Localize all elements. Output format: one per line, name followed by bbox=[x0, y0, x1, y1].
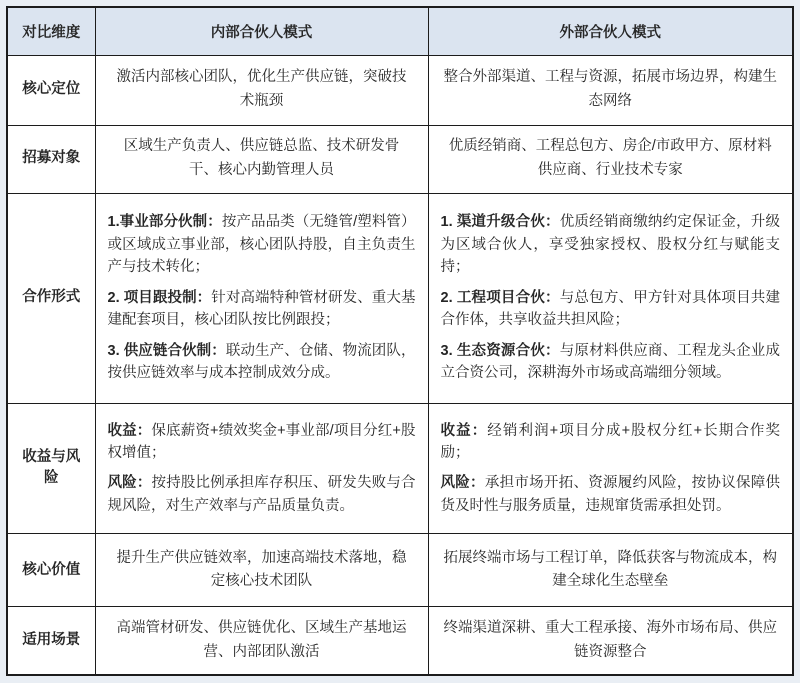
cell-risk-internal bbox=[95, 403, 428, 534]
row-label-core-positioning: 核心定位 bbox=[7, 55, 95, 125]
form-external-item-2: 2. 工程项目合伙：与总包方、甲方针对具体项目共建合作体，共享收益共担风险； bbox=[440, 289, 781, 329]
cell-risk-external bbox=[428, 403, 793, 534]
cell-form-internal bbox=[95, 193, 428, 403]
header-row bbox=[7, 7, 793, 55]
row-applicable-scene bbox=[7, 607, 793, 675]
row-recruit-target bbox=[7, 125, 793, 193]
cell-positioning-external: 整合外部渠道、工程与资源，拓展市场边界，构建生态网络 bbox=[428, 55, 793, 125]
risk-external-income: 收益：经销利润+项目分成+股权分红+长期合作奖励； bbox=[440, 422, 781, 461]
row-label-recruit-target: 招募对象 bbox=[7, 125, 95, 193]
form-external-item-1: 1. 渠道升级合伙：优质经销商缴纳约定保证金，升级为区域合伙人，享受独家授权、股权分红与赋能支持； bbox=[440, 214, 781, 276]
row-label-income-risk: 收益与风险 bbox=[7, 403, 95, 534]
header-internal-model: 内部合伙人模式 bbox=[95, 7, 428, 55]
row-income-risk bbox=[7, 403, 793, 534]
header-external-model: 外部合伙人模式 bbox=[428, 7, 793, 55]
cell-recruit-external: 优质经销商、工程总包方、房企/市政甲方、原材料供应商、行业技术专家 bbox=[428, 125, 793, 193]
row-cooperation-form bbox=[7, 193, 793, 403]
cell-scene-internal: 高端管材研发、供应链优化、区域生产基地运营、内部团队激活 bbox=[95, 607, 428, 675]
form-internal-item-1: 1.事业部分伙制：按产品品类（无缝管/塑料管）或区域成立事业部，核心团队持股，自主负责生产与技术转化； bbox=[107, 214, 416, 276]
row-label-core-value: 核心价值 bbox=[7, 534, 95, 607]
row-core-positioning bbox=[7, 55, 793, 125]
cell-value-internal: 提升生产供应链效率，加速高端技术落地，稳定核心技术团队 bbox=[95, 534, 428, 607]
form-internal-item-2: 2. 项目跟投制：针对高端特种管材研发、重大基建配套项目，核心团队按比例跟投； bbox=[107, 289, 416, 329]
row-label-applicable-scene: 适用场景 bbox=[7, 607, 95, 675]
cell-value-external: 拓展终端市场与工程订单，降低获客与物流成本，构建全球化生态壁垒 bbox=[428, 534, 793, 607]
form-internal-item-3: 3. 供应链合伙制：联动生产、仓储、物流团队，按供应链效率与成本控制成效分成。 bbox=[107, 342, 416, 382]
row-label-cooperation-form: 合作形式 bbox=[7, 193, 95, 403]
cell-recruit-internal: 区域生产负责人、供应链总监、技术研发骨干、核心内勤管理人员 bbox=[95, 125, 428, 193]
comparison-table bbox=[6, 6, 794, 676]
cell-form-external bbox=[428, 193, 793, 403]
risk-external-risk: 风险：承担市场开拓、资源履约风险，按协议保障供货及时性与服务质量，违规窜货需承担处罚。 bbox=[440, 475, 781, 514]
risk-internal-risk: 风险：按持股比例承担库存积压、研发失败与合规风险，对生产效率与产品质量负责。 bbox=[107, 475, 416, 514]
cell-positioning-internal: 激活内部核心团队，优化生产供应链，突破技术瓶颈 bbox=[95, 55, 428, 125]
form-external-item-3: 3. 生态资源合伙：与原材料供应商、工程龙头企业成立合资公司，深耕海外市场或高端细分领域。 bbox=[440, 342, 781, 382]
risk-internal-income: 收益：保底薪资+绩效奖金+事业部/项目分红+股权增值； bbox=[107, 422, 416, 461]
header-dimension: 对比维度 bbox=[7, 7, 95, 55]
row-core-value bbox=[7, 534, 793, 607]
cell-scene-external: 终端渠道深耕、重大工程承接、海外市场布局、供应链资源整合 bbox=[428, 607, 793, 675]
